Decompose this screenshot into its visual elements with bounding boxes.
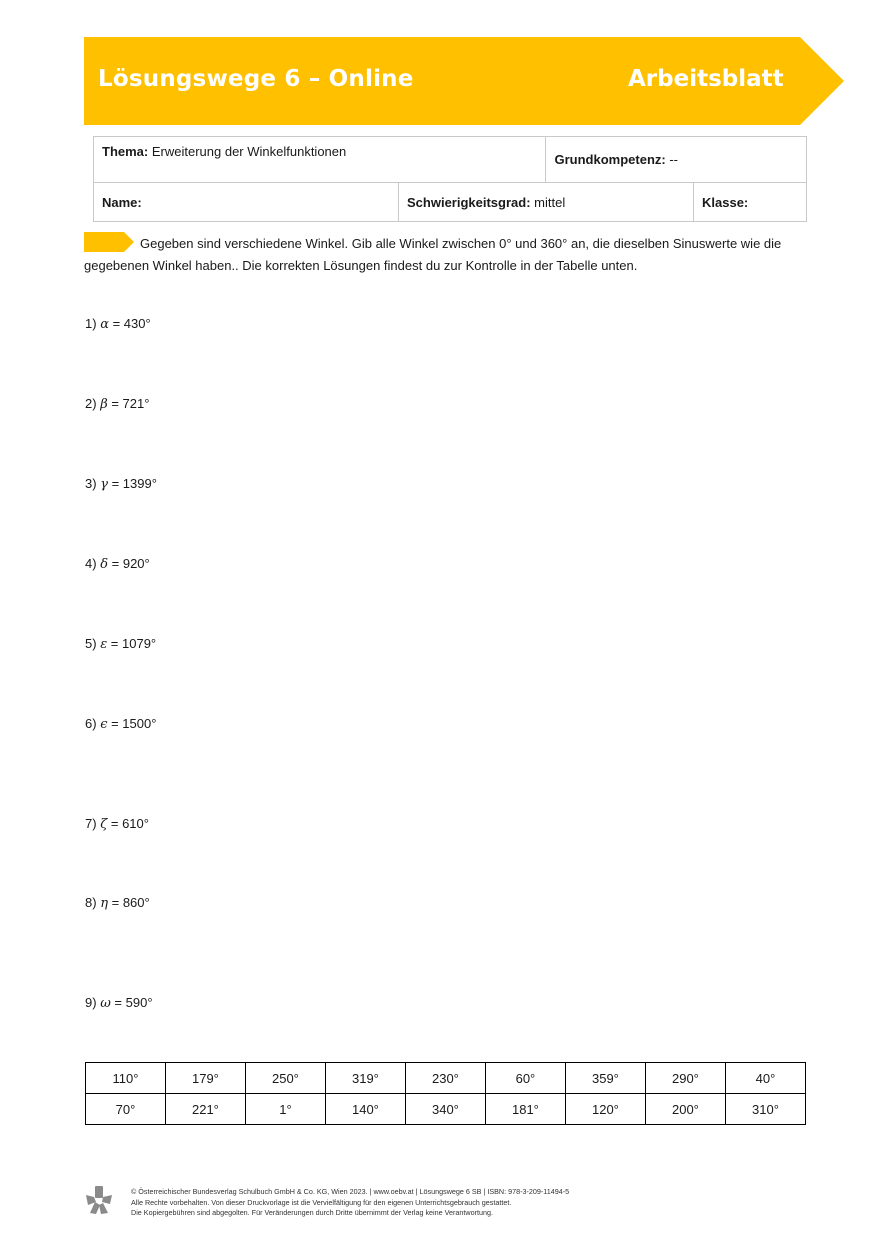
task-8 [85, 895, 150, 911]
name-label: Name: [102, 194, 142, 210]
footer-line-2: Alle Rechte vorbehalten. Von dieser Druckvorlage ist die Vervielfältigung für den eigenen Unterrichtsgebrauch gestattet. [131, 1197, 512, 1207]
schwierigkeit-label: Schwierigkeitsgrad: [407, 194, 531, 210]
task-angle-symbol: ζ [100, 817, 108, 832]
grundkompetenz-value: -- [669, 152, 679, 167]
task-angle-value: = 1399° [111, 476, 157, 491]
header-doc-type: Arbeitsblatt [628, 66, 784, 92]
grundkompetenz-label: Grundkompetenz: [554, 152, 666, 167]
solution-row [86, 1063, 806, 1094]
task-2 [85, 396, 149, 412]
schwierigkeit-value: mittel [534, 194, 566, 210]
grundkompetenz-cell [546, 137, 807, 183]
task-number: 8) [85, 895, 97, 910]
task-angle-value: = 610° [110, 816, 149, 831]
solution-cell: 181° [485, 1094, 565, 1125]
task-angle-symbol: ϵ [100, 717, 108, 732]
publisher-logo-icon [84, 1185, 114, 1215]
task-angle-symbol: ε [100, 637, 108, 652]
task-angle-symbol: δ [100, 557, 109, 572]
thema-cell [94, 137, 546, 183]
solution-cell: 1° [245, 1094, 325, 1125]
task-1 [85, 316, 151, 332]
solution-table [85, 1062, 806, 1125]
task-9 [85, 995, 153, 1011]
task-angle-symbol: β [100, 397, 108, 412]
task-angle-value: = 920° [111, 556, 150, 571]
solution-cell: 230° [405, 1063, 485, 1094]
name-cell[interactable] [94, 183, 399, 222]
task-angle-symbol: η [100, 896, 108, 911]
solution-cell: 359° [565, 1063, 645, 1094]
task-angle-value: = 860° [111, 895, 150, 910]
instruction-text: Gegeben sind verschiedene Winkel. Gib alle Winkel zwischen 0° und 360° an, die dieselben Sinuswerte wie die gegebenen Winkel haben.. Die korrekten Lösungen findest du zur Kontrolle in der Tabelle unten. [84, 236, 782, 273]
task-angle-value: = 1500° [111, 716, 157, 731]
task-angle-symbol: α [100, 317, 109, 332]
task-number: 3) [85, 476, 97, 491]
task-angle-symbol: ω [100, 996, 111, 1011]
solution-cell: 179° [165, 1063, 245, 1094]
schwierigkeit-cell [399, 183, 694, 222]
task-number: 7) [85, 816, 97, 831]
solution-cell: 120° [565, 1094, 645, 1125]
thema-label: Thema: [102, 144, 149, 159]
task-angle-value: = 430° [112, 316, 151, 331]
footer-text [131, 1187, 569, 1219]
task-7 [85, 816, 149, 832]
footer-line-1: © Österreichischer Bundesverlag Schulbuch GmbH & Co. KG, Wien 2023. | www.oebv.at | Lösungswege 6 SB | ISBN: 978-3-209-11494-5 [131, 1187, 570, 1196]
solution-row [86, 1094, 806, 1125]
task-angle-symbol: γ [100, 477, 108, 492]
task-5 [85, 636, 156, 652]
task-4 [85, 556, 150, 572]
solution-cell: 60° [485, 1063, 565, 1094]
instruction [84, 232, 808, 277]
solution-cell: 110° [86, 1063, 166, 1094]
solution-cell: 290° [645, 1063, 725, 1094]
task-number: 2) [85, 396, 97, 411]
solution-cell: 340° [405, 1094, 485, 1125]
header-banner [84, 37, 844, 125]
solution-cell: 250° [245, 1063, 325, 1094]
task-number: 1) [85, 316, 97, 331]
task-angle-value: = 1079° [110, 636, 157, 651]
klasse-label: Klasse: [702, 194, 749, 210]
solution-cell: 319° [325, 1063, 405, 1094]
klasse-cell[interactable] [694, 183, 807, 222]
info-table [93, 136, 807, 222]
solution-cell: 140° [325, 1094, 405, 1125]
task-3 [85, 476, 157, 492]
task-number: 9) [85, 995, 97, 1010]
solution-cell: 221° [165, 1094, 245, 1125]
task-angle-value: = 590° [114, 995, 153, 1010]
task-6 [85, 716, 156, 732]
task-number: 5) [85, 636, 97, 651]
solution-cell: 310° [725, 1094, 805, 1125]
instruction-arrow-icon [84, 232, 134, 252]
solution-cell: 40° [725, 1063, 805, 1094]
task-number: 6) [85, 716, 97, 731]
task-angle-value: = 721° [111, 396, 150, 411]
solution-cell: 200° [645, 1094, 725, 1125]
footer-line-3: Die Kopiergebühren sind abgegolten. Für Veränderungen durch Dritte übernimmt der Verlag keine Verantwortung. [131, 1208, 493, 1217]
thema-value: Erweiterung der Winkelfunktionen [151, 144, 347, 159]
solution-cell: 70° [86, 1094, 166, 1125]
header-title: Lösungswege 6 – Online [98, 66, 414, 92]
task-number: 4) [85, 556, 97, 571]
